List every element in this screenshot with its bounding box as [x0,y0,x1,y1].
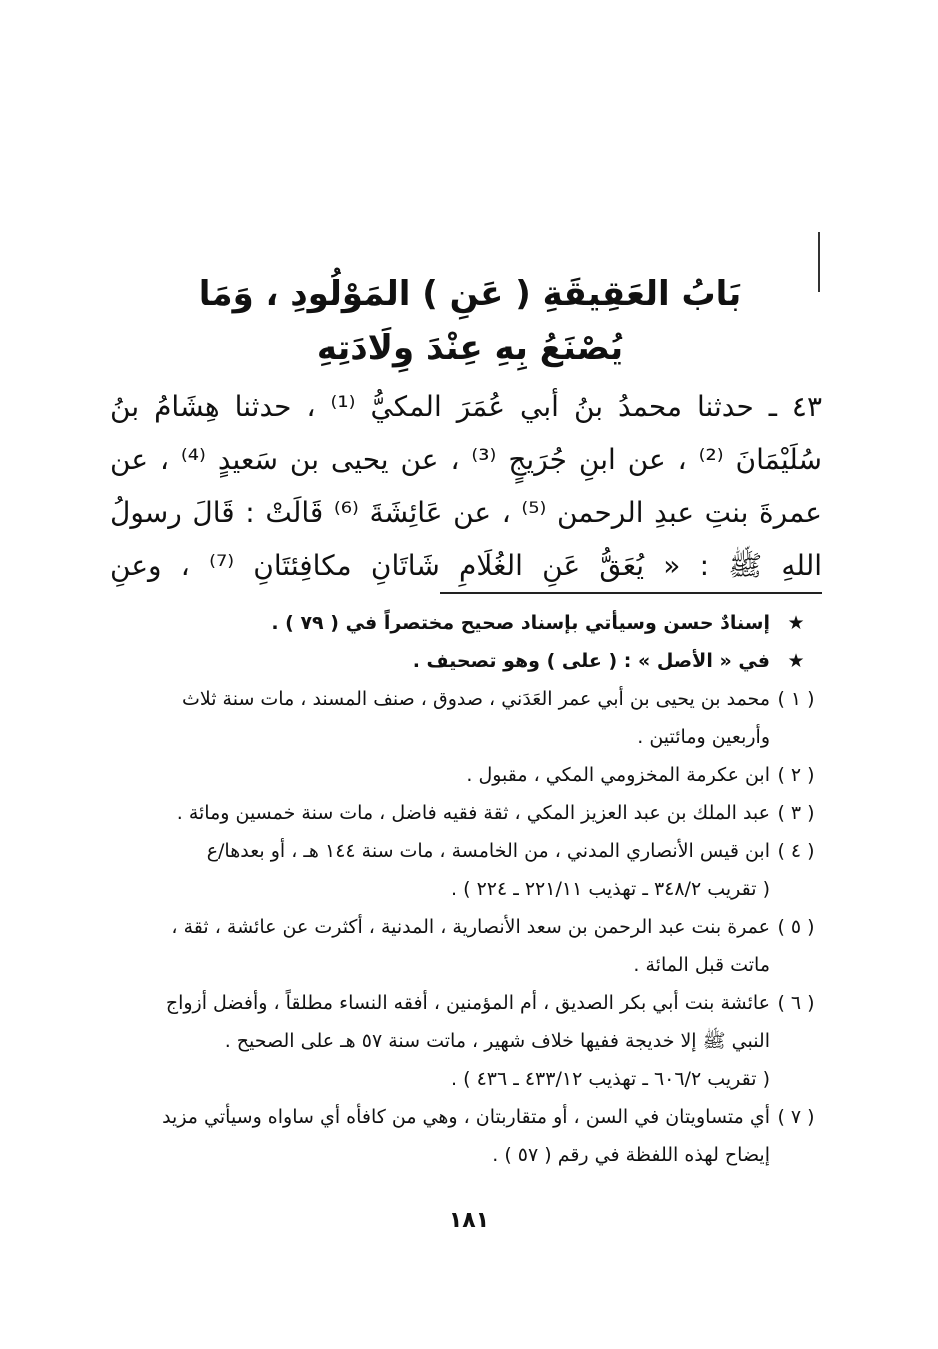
footnote-marker: ( ٥ ) [777,916,815,938]
footnote-star-2 [110,646,822,676]
footnote-text: عائشة بنت أبي بكر الصديق ، أم المؤمنين ، أفقه النساء مطلقاً ، وأفضل أزواج [165,992,770,1014]
footnote-marker: ( ٤ ) [777,840,815,862]
hadith-line-2: سُلَيْمَانَ ⁽²⁾ ، عن ابنِ جُرَيجٍ ⁽³⁾ ، عن يحيى بن سَعيدٍ ⁽⁴⁾ ، عن [110,443,822,476]
footnote-text: أي متساويتان في السن ، أو متقاربتان ، وهي من كافأه أي ساواه وسيأتي مزيد [162,1106,770,1128]
footnote-marker: ( ١ ) [777,688,815,710]
footnote-text: إسنادٌ حسن وسيأتي بإسناد صحيح مختصراً في ( ٧٩ ) . [271,612,770,634]
footnote-4 [110,836,822,866]
footnote-marker: ★ [787,612,805,634]
footnote-text: عبد الملك بن عبد العزيز المكي ، ثقة فقيه فاضل ، مات سنة خمسين ومائة . [176,802,770,824]
footnote-marker: ( ٦ ) [777,992,815,1014]
footnote-text: ابن قيس الأنصاري المدني ، من الخامسة ، مات سنة ١٤٤ هـ ، أو بعدها/ع [206,840,770,862]
footnote-6 [110,988,822,1018]
footnote-marker: ( ٧ ) [777,1106,815,1128]
footnote-2 [110,760,822,790]
footnote-5 [110,912,822,942]
chapter-title-line-1: بَابُ العَقِيقَةِ ( عَنِ ) المَوْلُودِ ، وَمَا [198,274,742,314]
chapter-title-line-2: يُصْنَعُ بِهِ عِنْدَ وِلَادَتِهِ [316,328,624,368]
page-number: ١٨١ [448,1208,490,1233]
footnote-star-1 [110,608,822,638]
footnote-5-continuation: ماتت قبل المائة . [633,954,770,976]
footnote-7 [110,1102,822,1132]
footnote-marker: ( ٣ ) [777,802,815,824]
footnote-3 [110,798,822,828]
footnote-marker: ★ [787,650,805,672]
hadith-line-3: عمرةَ بنتِ عبدِ الرحمن ⁽⁵⁾ ، عن عَائِشَةَ ⁽⁶⁾ قَالَتْ : قَالَ رسولُ [110,496,822,529]
footnote-6-continuation-1: النبي ﷺ إلا خديجة ففيها خلاف شهير ، ماتت سنة ٥٧ هـ على الصحيح . [224,1030,770,1052]
footnote-divider [440,592,822,594]
footnote-1-continuation: وأربعين ومائتين . [637,726,770,748]
footnote-1 [110,684,822,714]
hadith-line-4: اللهِ ﷺ : « يُعَقُّ عَنِ الغُلَامِ شَاتَانِ مكافِئتَانِ ⁽⁷⁾ ، وعنِ [110,549,822,582]
footnote-text: في « الأصل » : ( على ) وهو تصحيف . [412,650,770,672]
footnote-6-continuation-2: ( تقريب ٦٠٦/٢ ـ تهذيب ٤٣٣/١٢ ـ ٤٣٦ ) . [451,1068,770,1090]
footnote-4-continuation: ( تقريب ٣٤٨/٢ ـ تهذيب ٢٢١/١١ ـ ٢٢٤ ) . [451,878,770,900]
footnote-marker: ( ٢ ) [777,764,815,786]
footnote-text: محمد بن يحيى بن أبي عمر العَدَني ، صدوق ، صنف المسند ، مات سنة ثلاث [181,688,770,710]
footnote-7-continuation: إيضاح لهذه اللفظة في رقم ( ٥٧ ) . [492,1144,770,1166]
hadith-line-1: ٤٣ ـ حدثنا محمدُ بنُ أبي عُمَرَ المكيُّ ⁽¹⁾ ، حدثنا هِشَامُ بنُ [110,390,822,423]
footnote-text: عمرة بنت عبد الرحمن بن سعد الأنصارية ، المدنية ، أكثرت عن عائشة ، ثقة ، [171,916,770,938]
footnote-text: ابن عكرمة المخزومي المكي ، مقبول . [466,764,770,786]
